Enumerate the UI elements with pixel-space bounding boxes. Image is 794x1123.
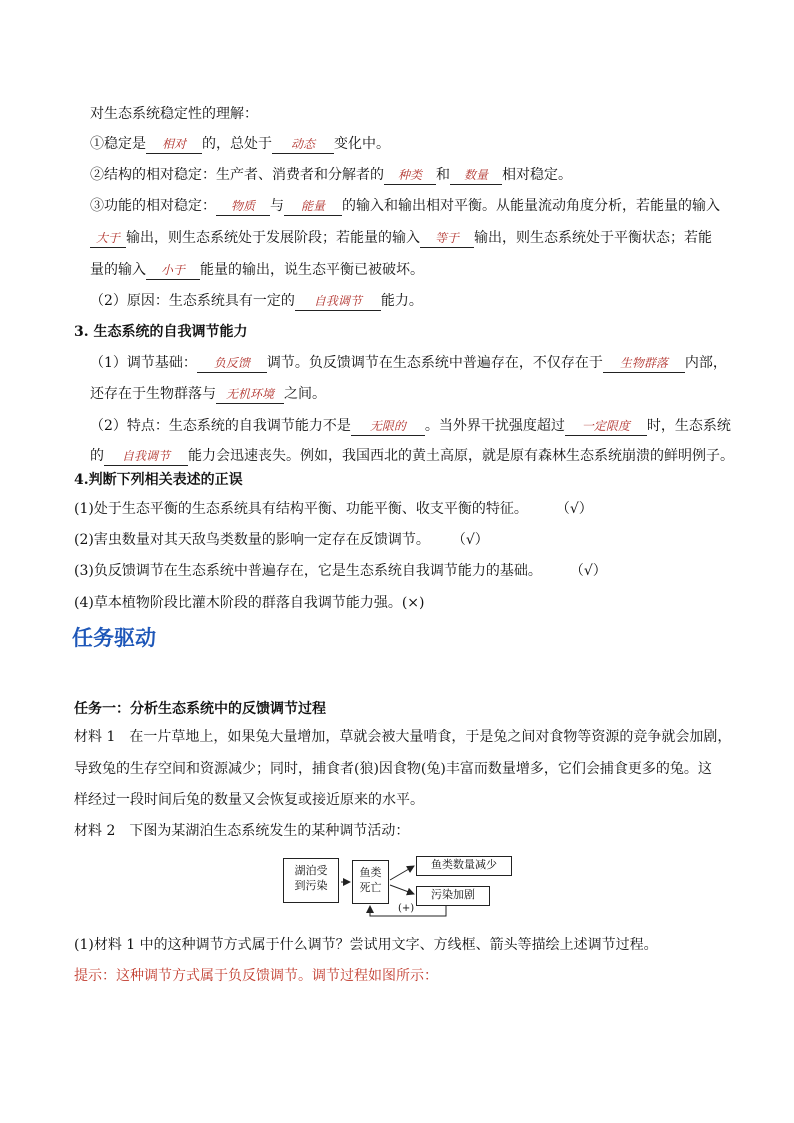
- answer-blank: 自我调节: [295, 292, 381, 311]
- material-1-line: 样经过一段时间后兔的数量又会恢复或接近原来的水平。: [74, 792, 424, 808]
- answer-blank: 负反馈: [197, 354, 267, 373]
- answer-blank: 小于: [146, 261, 200, 280]
- stability-line-4: 大于 输出，则生态系统处于发展阶段；若能量的输入 等于 输出，则生态系统处于平衡状态；若能: [90, 228, 712, 248]
- answer-blank: 无机环境: [216, 385, 284, 404]
- judgement-item: (3)负反馈调节在生态系统中普遍存在，它是生态系统自我调节能力的基础。 （√）: [74, 563, 607, 579]
- judgement-item: (4)草本植物阶段比灌木阶段的群落自我调节能力强。(×): [74, 595, 425, 611]
- arrow: [390, 866, 414, 880]
- regulation-line-3: （2）特点：生态系统的自我调节能力不是 无限的 。当外界干扰强度超过 一定限度 时，生态系统: [90, 418, 731, 434]
- diagram-box-pollution-worsen: 污染加剧: [416, 886, 490, 906]
- answer-mark: (×): [401, 595, 425, 611]
- arrow: [390, 885, 414, 894]
- regulation-line-1: （1）调节基础： 负反馈 调节。负反馈调节在生态系统中普遍存在，不仅存在于 生物群落 内部，: [90, 355, 727, 371]
- answer-mark: （√）: [451, 532, 489, 548]
- section-title-stability: 对生态系统稳定性的理解：: [90, 106, 258, 122]
- question-1: (1)材料 1 中的这种调节方式属于什么调节？尝试用文字、方线框、箭头等描绘上述调节过程。: [74, 937, 658, 953]
- answer-blank: 自我调节: [104, 447, 188, 466]
- answer-blank: 种类: [384, 166, 436, 185]
- stability-line-3: ③功能的相对稳定： 物质 与 能量 的输入和输出相对平衡。从能量流动角度分析，若能量的输入: [90, 198, 720, 214]
- answer-blank: 生物群落: [603, 354, 685, 373]
- answer-blank: 等于: [420, 229, 474, 248]
- answer-mark: （√）: [569, 563, 607, 579]
- stability-line-6: （2）原因：生态系统具有一定的 自我调节 能力。: [90, 293, 423, 309]
- task-title: 任务一：分析生态系统中的反馈调节过程: [74, 701, 326, 717]
- section-title-self-regulation: 3. 生态系统的自我调节能力: [74, 324, 248, 340]
- section-heading: 任务驱动: [72, 626, 156, 650]
- positive-feedback-label: (+): [398, 903, 415, 914]
- diagram-box-fish-death: 鱼类 死亡: [352, 860, 389, 904]
- answer-blank: 相对: [146, 135, 202, 154]
- stability-line-2: ②结构的相对稳定：生产者、消费者和分解者的 种类 和 数量 相对稳定。: [90, 167, 572, 183]
- answer-blank: 无限的: [351, 417, 425, 436]
- stability-line-1: ①稳定是 相对 的，总处于 动态 变化中。: [90, 136, 390, 152]
- section-title-judgement: 4.判断下列相关表述的正误: [74, 472, 243, 488]
- material-1-line: 导致兔的生存空间和资源减少；同时，捕食者(狼)因食物(兔)丰富而数量增多，它们会捕食更多的兔。这: [74, 761, 712, 777]
- answer-mark: （√）: [555, 501, 593, 517]
- answer-blank: 大于: [90, 229, 126, 248]
- regulation-line-2: 还存在于生物群落与 无机环境 之间。: [90, 386, 326, 402]
- diagram-box-fish-decrease: 鱼类数量减少: [416, 856, 512, 876]
- stability-line-5: 量的输入 小于 能量的输出，说生态平衡已被破坏。: [90, 262, 424, 278]
- hint-text: 提示：这种调节方式属于负反馈调节。调节过程如图所示：: [74, 968, 438, 984]
- judgement-item: (2)害虫数量对其天敌鸟类数量的影响一定存在反馈调节。 （√）: [74, 532, 489, 548]
- material-1-line: 材料 1 在一片草地上，如果兔大量增加，草就会被大量啃食，于是兔之间对食物等资源的竞争就会加剧，: [74, 729, 732, 745]
- diagram-box-pollution: 湖泊受 到污染: [283, 858, 339, 903]
- answer-blank: 一定限度: [565, 417, 647, 436]
- judgement-item: (1)处于生态平衡的生态系统具有结构平衡、功能平衡、收支平衡的特征。 （√）: [74, 501, 593, 517]
- regulation-line-4: 的 自我调节 能力会迅速丧失。例如，我国西北的黄土高原，就是原有森林生态系统崩溃的鲜明例子。: [90, 448, 734, 464]
- answer-blank: 能量: [284, 197, 342, 216]
- answer-blank: 物质: [216, 197, 270, 216]
- material-2-line: 材料 2 下图为某湖泊生态系统发生的某种调节活动：: [74, 823, 410, 839]
- answer-blank: 数量: [450, 166, 502, 185]
- answer-blank: 动态: [272, 135, 334, 154]
